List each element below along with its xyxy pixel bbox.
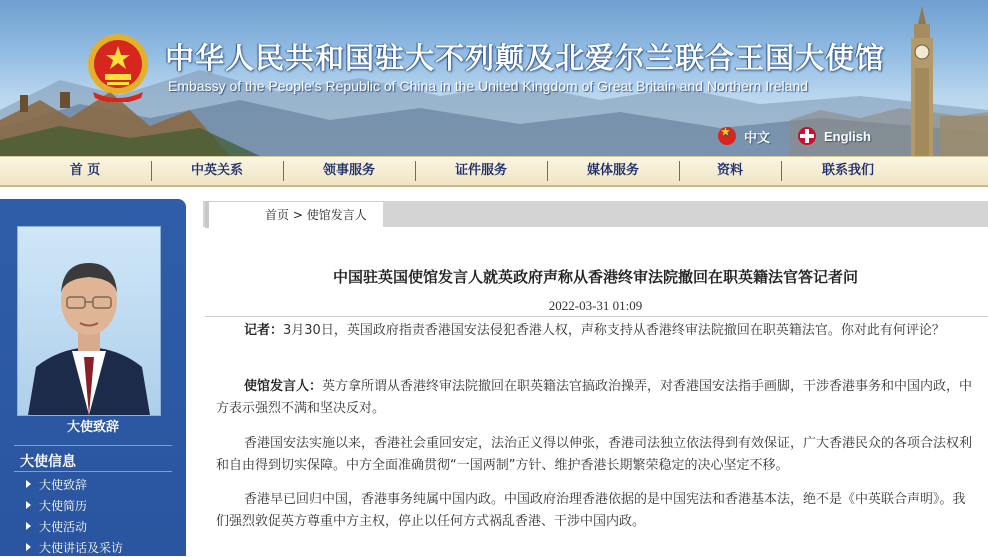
speaker-label: 记者： bbox=[244, 323, 284, 338]
ambassador-portrait-image bbox=[18, 227, 160, 415]
ambassador-photo[interactable] bbox=[17, 226, 161, 416]
article-paragraph bbox=[216, 376, 978, 420]
nav-resources[interactable]: 资料 bbox=[716, 163, 743, 178]
article-paragraph: 香港早已回归中国，香港事务纯属中国内政。中国政府治理香港依据的是中国宪法和香港基本法，绝不是《中英联合声明》。我们强烈敦促英方尊重中方主权，停止以任何方式祸乱香港、干涉中国内政。 bbox=[216, 492, 966, 529]
article-divider bbox=[205, 316, 988, 317]
breadcrumb-current[interactable]: 使馆发言人 bbox=[306, 208, 367, 222]
sidebar-link-label: 大使简历 bbox=[39, 499, 88, 513]
article-date: 2022-03-31 01:09 bbox=[548, 298, 643, 313]
sidebar-link-biography[interactable] bbox=[26, 497, 87, 515]
ambassador-remarks-label[interactable]: 大使致辞 bbox=[66, 420, 119, 435]
sidebar-divider bbox=[14, 445, 172, 446]
national-emblem-icon bbox=[85, 30, 151, 102]
sidebar-divider bbox=[14, 471, 172, 472]
breadcrumb-home-link[interactable]: 首页 bbox=[265, 208, 290, 222]
arrow-right-icon bbox=[26, 543, 31, 551]
lang-switch-chinese[interactable] bbox=[718, 126, 770, 146]
nav-consular-services[interactable]: 领事服务 bbox=[322, 163, 375, 178]
speaker-label: 使馆发言人： bbox=[244, 379, 323, 394]
article-paragraph: 香港国安法实施以来，香港社会重回安定，法治正义得以伸张，香港司法独立依法得到有效保证，广大香港民众的各项合法权利和自由得到切实保障。中方全面准确贯彻“一国两制”方针、维护香港长期繁荣稳定的决心坚定不移。 bbox=[216, 436, 973, 473]
embassy-title-english: Embassy of the People's Republic of China in the United Kingdom of Great Britain and Northern Ireland bbox=[168, 78, 809, 94]
header-banner bbox=[0, 0, 988, 156]
sidebar-link-activities[interactable] bbox=[26, 518, 87, 536]
paragraph-text: 英方拿所谓从香港终审法院撤回在职英籍法官搞政治操弄，对香港国安法指手画脚，干涉香港事务和中国内政，中方表示强烈不满和坚决反对。 bbox=[216, 379, 973, 416]
nav-media-services[interactable]: 媒体服务 bbox=[586, 163, 639, 178]
nav-document-services[interactable]: 证件服务 bbox=[454, 163, 507, 178]
lang-chinese-label: 中文 bbox=[744, 129, 771, 145]
sidebar-link-remarks[interactable] bbox=[26, 476, 87, 494]
sidebar-link-speeches[interactable] bbox=[26, 539, 123, 557]
article-title: 中国驻英国使馆发言人就英政府声称从香港终审法院撤回在职英籍法官答记者问 bbox=[332, 268, 858, 286]
sidebar-link-label: 大使致辞 bbox=[39, 478, 88, 492]
embassy-title-chinese: 中华人民共和国驻大不列颠及北爱尔兰联合王国大使馆 bbox=[165, 41, 886, 75]
article-paragraph bbox=[216, 320, 978, 342]
main-nav bbox=[0, 156, 988, 187]
arrow-right-icon bbox=[26, 501, 31, 509]
nav-contact-us[interactable]: 联系我们 bbox=[821, 163, 874, 178]
arrow-right-icon bbox=[26, 480, 31, 488]
china-flag-icon bbox=[718, 127, 736, 145]
sidebar-section-title: 大使信息 bbox=[20, 454, 76, 470]
arrow-right-icon bbox=[26, 522, 31, 530]
nav-home[interactable]: 首 页 bbox=[69, 163, 101, 178]
lang-english-label: English bbox=[824, 128, 871, 144]
paragraph-text: 3月30日，英国政府指责香港国安法侵犯香港人权，声称支持从香港终审法院撤回在职英籍法官。你对此有何评论？ bbox=[283, 323, 945, 338]
nav-sino-uk-relations[interactable]: 中英关系 bbox=[190, 163, 243, 178]
big-ben-illustration bbox=[900, 6, 988, 156]
breadcrumb-separator: > bbox=[292, 208, 303, 222]
sidebar-link-label: 大使活动 bbox=[39, 520, 88, 534]
uk-flag-icon bbox=[798, 127, 816, 145]
sidebar-link-label: 大使讲话及采访 bbox=[39, 541, 124, 555]
lang-switch-english[interactable] bbox=[798, 126, 871, 146]
breadcrumb bbox=[205, 201, 383, 228]
